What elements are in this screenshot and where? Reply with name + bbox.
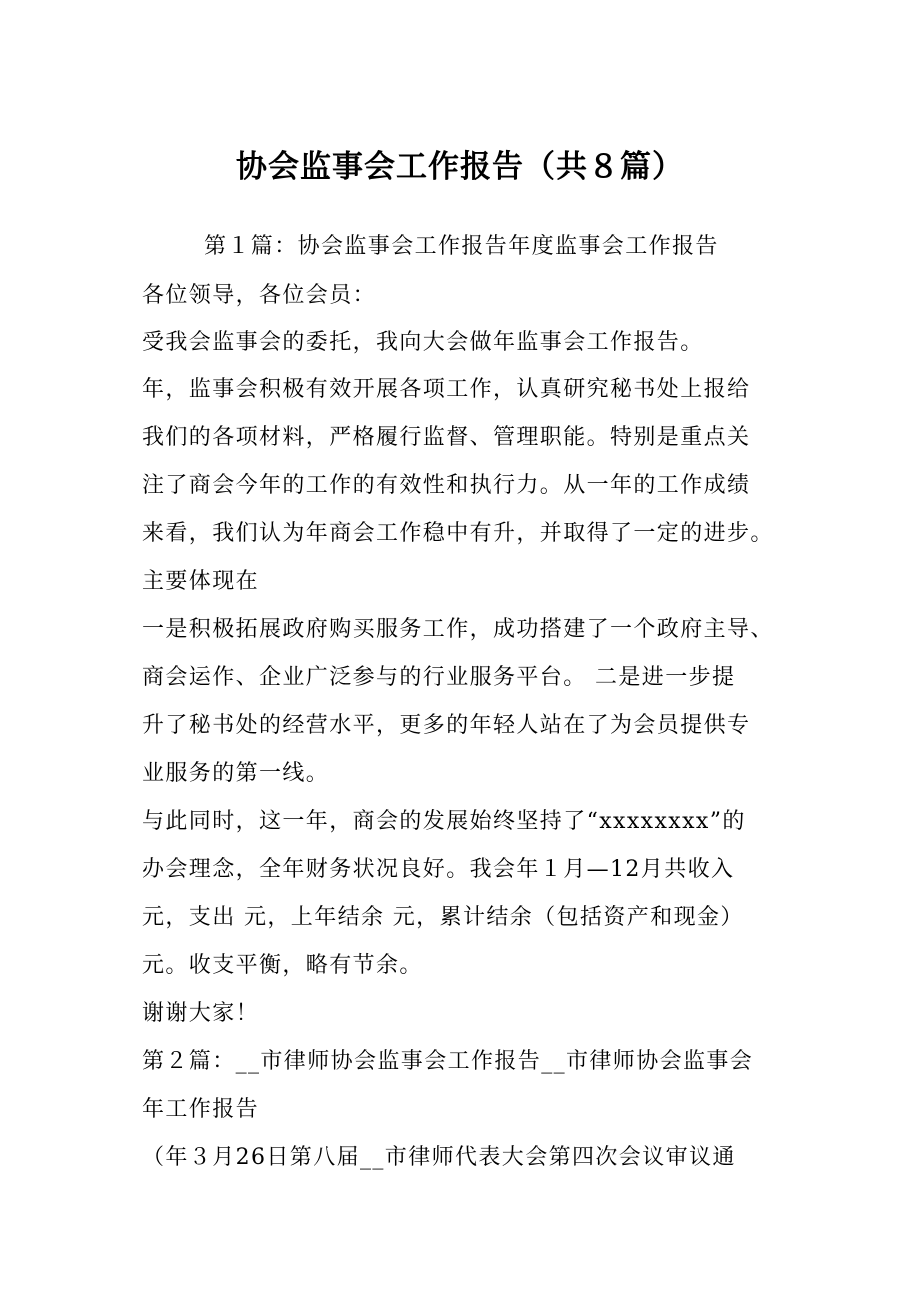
article-heading: 年工作报告 [142, 1097, 260, 1122]
paragraph-line: 我们的各项材料，严格履行监督、管理职能。特别是重点关 [142, 425, 751, 450]
article-heading: 第２篇：__市律师协会监事会工作报告__市律师协会监事会 [142, 1049, 754, 1074]
paragraph-line: 元。收支平衡，略有节余。 [142, 953, 423, 978]
paragraph-line: （年３月26日第八届__市律师代表大会第四次会议审议通 [142, 1145, 736, 1170]
paragraph-line: 元，支出 元，上年结余 元，累计结余（包括资产和现金） [142, 905, 744, 930]
paragraph-line: 商会运作、企业广泛参与的行业服务平台。 二是进一步提 [142, 665, 736, 690]
paragraph-line: 主要体现在 [142, 569, 260, 594]
paragraph-line: 升了秘书处的经营水平，更多的年轻人站在了为会员提供专 [142, 713, 751, 738]
paragraph-line: 注了商会今年的工作的有效性和执行力。从一年的工作成绩 [142, 473, 751, 498]
document-title: 协会监事会工作报告（共８篇） [236, 149, 684, 185]
salutation: 各位领导，各位会员： [142, 283, 377, 308]
paragraph-line: 一是积极拓展政府购买服务工作，成功搭建了一个政府主导、 [142, 617, 774, 642]
closing-line: 谢谢大家！ [142, 1001, 260, 1026]
paragraph-line: 办会理念，全年财务状况良好。我会年１月—12月共收入 [142, 857, 735, 882]
paragraph-line: 年，监事会积极有效开展各项工作，认真研究秘书处上报给 [142, 377, 751, 402]
paragraph-line: 受我会监事会的委托，我向大会做年监事会工作报告。 [142, 330, 704, 355]
article-heading: 第１篇：协会监事会工作报告年度监事会工作报告 [204, 234, 719, 259]
paragraph-line: 与此同时，这一年，商会的发展始终坚持了“xxxxxxxx”的 [142, 809, 746, 834]
paragraph-line: 业服务的第一线。 [142, 761, 330, 786]
paragraph-line: 来看，我们认为年商会工作稳中有升，并取得了一定的进步。 [142, 521, 774, 546]
